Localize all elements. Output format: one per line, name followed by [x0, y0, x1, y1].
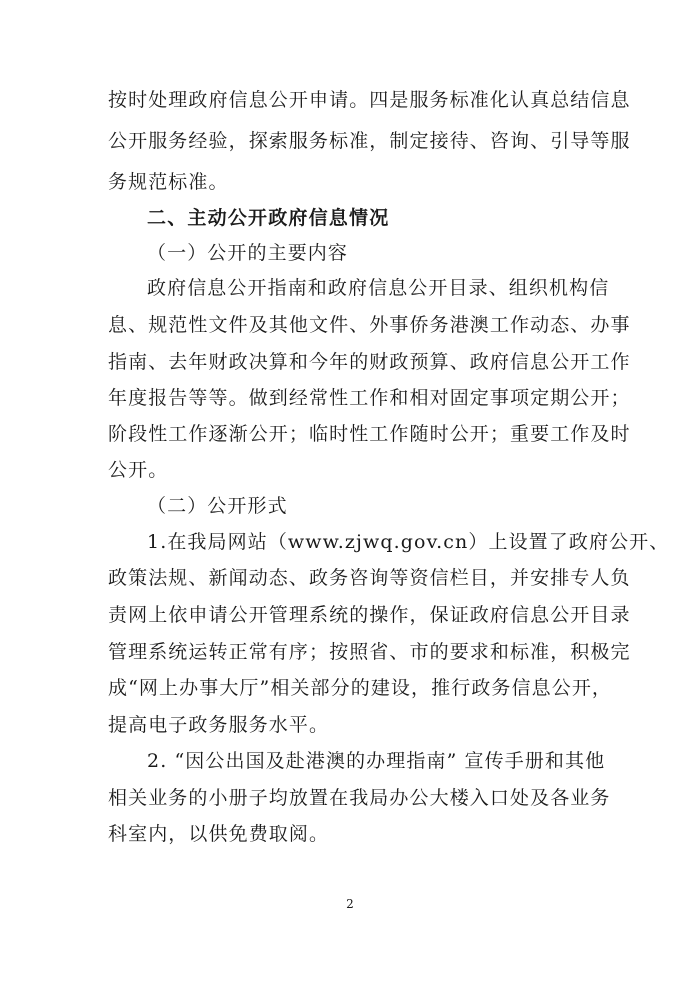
body-text-line: 阶段性工作逐渐公开；临时性工作随时公开；重要工作及时: [108, 423, 631, 445]
body-text-line: 提高电子政务服务水平。: [108, 714, 330, 736]
body-text-line: 2. “因公出国及赴港澳的办理指南” 宣传手册和其他: [147, 750, 606, 772]
body-text-line: 按时处理政府信息公开申请。四是服务标准化认真总结信息: [108, 89, 631, 111]
body-text-line: 政府信息公开指南和政府信息公开目录、组织机构信: [147, 277, 610, 299]
subsection-heading: （一）公开的主要内容: [147, 242, 349, 264]
body-text-line: 责网上依申请公开管理系统的操作，保证政府信息公开目录: [108, 604, 631, 626]
body-text-line: 1.在我局网站（www.zjwq.gov.cn）上设置了政府公开、: [147, 531, 670, 553]
body-text-line: 务规范标准。: [108, 171, 229, 193]
body-text-line: 公开服务经验，探索服务标准，制定接待、咨询、引导等服: [108, 130, 631, 152]
body-text-line: 息、规范性文件及其他文件、外事侨务港澳工作动态、办事: [108, 314, 631, 336]
body-text-line: 政策法规、新闻动态、政务咨询等资信栏目，并安排专人负: [108, 567, 631, 589]
body-text-line: 指南、去年财政决算和今年的财政预算、政府信息公开工作: [108, 351, 631, 373]
body-text-line: 年度报告等等。做到经常性工作和相对固定事项定期公开；: [108, 387, 631, 409]
page-number: 2: [346, 897, 354, 911]
section-heading: 二、主动公开政府信息情况: [147, 207, 390, 229]
body-text-line: 公开。: [108, 459, 169, 481]
body-text-line: 管理系统运转正常有序；按照省、市的要求和标准，积极完: [108, 641, 631, 663]
body-text-line: 科室内，以供免费取阅。: [108, 823, 330, 845]
body-text-line: 成“网上办事大厅”相关部分的建设，推行政务信息公开，: [108, 677, 613, 699]
subsection-heading: （二）公开形式: [147, 495, 288, 517]
body-text-line: 相关业务的小册子均放置在我局办公大楼入口处及各业务: [108, 787, 611, 809]
